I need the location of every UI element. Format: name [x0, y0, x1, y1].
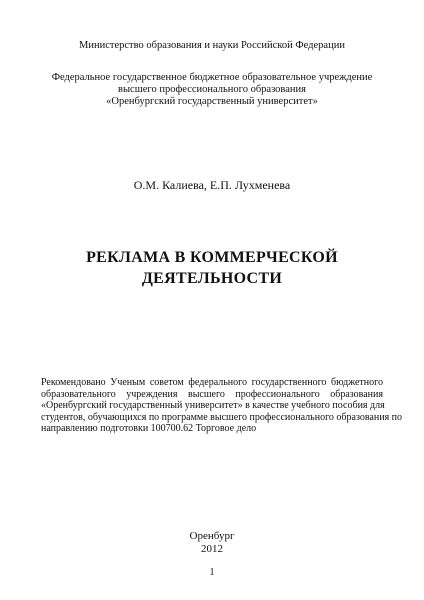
institution-line-3: «Оренбургский государственный университет»: [106, 96, 318, 107]
publication-year: 2012: [201, 543, 223, 555]
recommendation-line-5: направлению подготовки 100700.62 Торговое дело: [41, 423, 257, 434]
recommendation-line-2: образовательного учреждения высшего профессионального образования: [41, 388, 383, 400]
book-title-line-1: РЕКЛАМА В КОММЕРЧЕСКОЙ: [86, 249, 338, 266]
recommendation-paragraph: [41, 377, 403, 435]
ministry-line: Министерство образования и науки Российской Федерации: [79, 40, 345, 51]
institution-line-2: высшего профессионального образования: [118, 84, 306, 95]
publication-city: Оренбург: [189, 530, 235, 542]
recommendation-line-1: Рекомендовано Ученым советом федерального государственного бюджетного: [41, 377, 383, 388]
page-number: 1: [209, 567, 215, 578]
recommendation-line-4: студентов, обучающихся по программе высшего профессионального образования по: [41, 411, 403, 423]
book-title-line-2: ДЕЯТЕЛЬНОСТИ: [141, 270, 283, 287]
recommendation-line-3: «Оренбургский государственный университет» в качестве учебного пособия для: [41, 400, 385, 411]
institution-line-1: Федеральное государственное бюджетное образовательное учреждение: [51, 72, 373, 83]
authors: О.М. Калиева, Е.П. Лухменева: [133, 178, 291, 192]
